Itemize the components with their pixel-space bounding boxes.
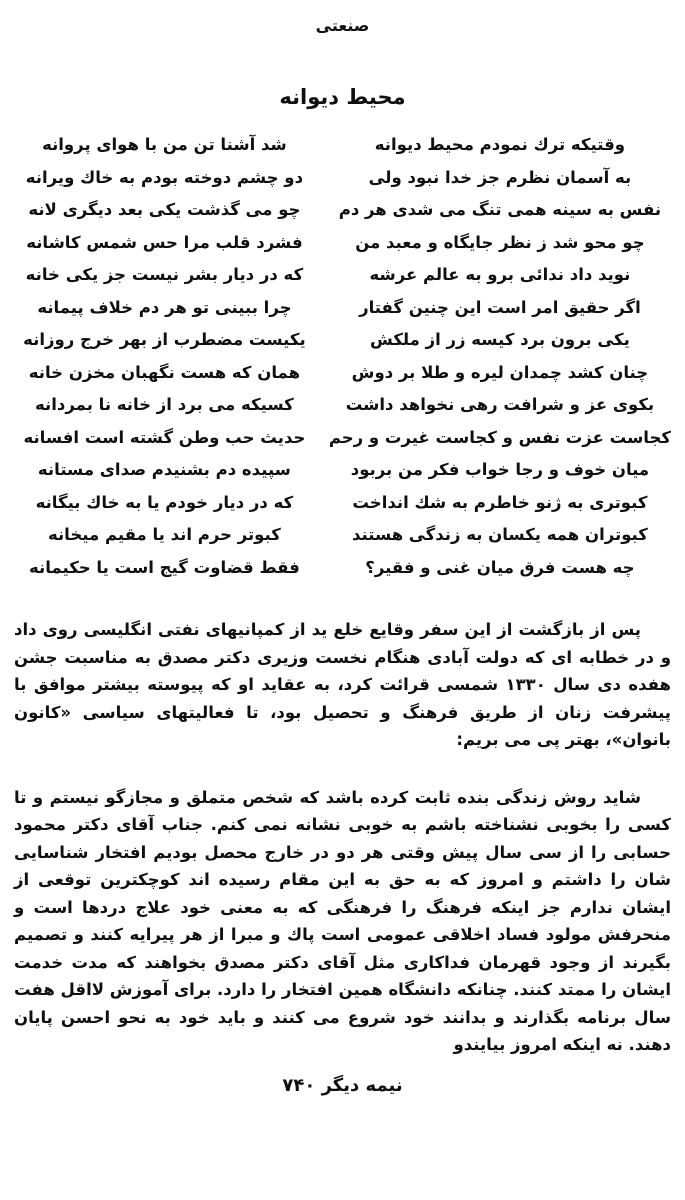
hemistich-right: میان خوف و رجا خواب فکر من بربود	[350, 460, 650, 479]
hemistich-right: یکی برون برد کیسه زر از ملکش	[370, 330, 630, 349]
hemistich-right: بکوی عز و شرافت رهی نخواهد داشت	[345, 395, 655, 414]
running-head: صنعتی	[315, 16, 370, 35]
hemistich-right: وقتیکه ترك نمودم محیط دیوانه	[374, 135, 626, 154]
hemistich-right: اگر حقیق امر است این چنین گفتار	[359, 297, 641, 317]
hemistich-right: نوید داد ندائی برو به عالم عرشه	[369, 265, 631, 284]
hemistich-left: حدیث حب وطن گشته است افسانه	[23, 427, 306, 447]
hemistich-right: چه هست فرق میان غنی و فقیر؟	[365, 557, 635, 577]
hemistich-right: چو محو شد ز نظر جایگاه و معبد من	[355, 232, 645, 252]
hemistich-left: سپیده دم بشنیدم صدای مستانه	[37, 460, 291, 479]
hemistich-left: چرا ببینی تو هر دم خلاف پیمانه	[37, 297, 292, 317]
hemistich-left: کسیکه می برد از خانه نا بمردانه	[35, 395, 294, 414]
poem-title: محیط دیوانه	[279, 85, 406, 109]
hemistich-left: چو می گذشت یکی بعد دیگری لانه	[28, 200, 301, 219]
page-footer: نیمه دیگر ۷۴۰	[282, 1074, 403, 1096]
prose-paragraph: پس از بازگشت از این سفر وقایع خلع ید از کمپانیهای نفتی انگلیسی روی داد و در خطابه ای که دولت آبادی هنگام نخست وزیری دکتر مصدق به مناسبت جشن هفده دی سال ۱۳۳۰ شمسی قرائت کرد، به عقاید او که پیوسته بیشتر موافق با پیشرفت زنان از طریق فرهنگ و تحصیل بود، تا فعالیتهای سیاسی «کانون بانوان»، بهتر پی می بریم:	[14, 620, 671, 749]
hemistich-right: چنان کشد چمدان لیره و طلا بر دوش	[351, 362, 649, 382]
hemistich-left: که در دیار بشر نیست جز یکی خانه	[25, 265, 304, 284]
hemistich-right: نفس به سینه همی تنگ می شدی هر دم	[338, 200, 662, 219]
poem	[14, 129, 671, 584]
hemistich-right: کجاست عزت نفس و کجاست غیرت و رحم	[328, 427, 671, 447]
hemistich-right: کبوتری به ژنو خاطرم به شك انداخت	[352, 492, 648, 512]
hemistich-left: شد آشنا تن من با هوای پروانه	[42, 135, 287, 154]
hemistich-right: کبوتران همه یکسان به زندگی هستند	[351, 525, 648, 544]
hemistich-left: همان که هست نگهبان مخزن خانه	[28, 362, 301, 382]
prose-paragraph: شاید روش زندگی بنده ثابت کرده باشد که شخص متملق و مجازگو نیستم و تا کسی را بخوبی نشناخته باشم به خوبی نشانه نمی کنم. جناب آقای دکتر محمود حسابی را از سی سال پیش وقتی هر دو در خارج محصل بودیم افتخار شناسایی شان را داشتم و امروز که به حق به این مقام رسیده اند کوچکترین توقعی از ایشان ندارم جز اینکه فرهنگ را فرهنگی که به معنی خود علاج دردها است و منحرفش مولود فساد اخلاقی عمومی است پاك و مبرا از هر پیرایه کنند و تصمیم بگیرند از وجود قهرمان فداکاری مثل آقای دکتر مصدق بخواهند که مدت خدمت ایشان را ممتد کنند. چنانکه دانشگاه همین افتخار را دارد. برای آموزش لااقل هفت سال برنامه بگذارند و بدانند خود شروع می کنند و باید خود به نحو احسن پایان دهند. نه اینکه امروز بیایندو	[14, 787, 671, 1054]
hemistich-left: که در دیار خودم یا به خاك بیگانه	[35, 492, 294, 512]
hemistich-left: یکیست مضطرب از بهر خرج روزانه	[23, 330, 306, 349]
hemistich-left: فقط قضاوت گیج است یا حکیمانه	[29, 557, 300, 577]
hemistich-left: فشرد قلب مرا حس شمس کاشانه	[26, 232, 303, 252]
hemistich-left: کبوتر حرم اند یا مقیم میخانه	[47, 525, 281, 544]
hemistich-left: دو چشم دوخته بودم به خاك ویرانه	[25, 167, 304, 187]
hemistich-right: به آسمان نظرم جز خدا نبود ولی	[368, 167, 632, 187]
